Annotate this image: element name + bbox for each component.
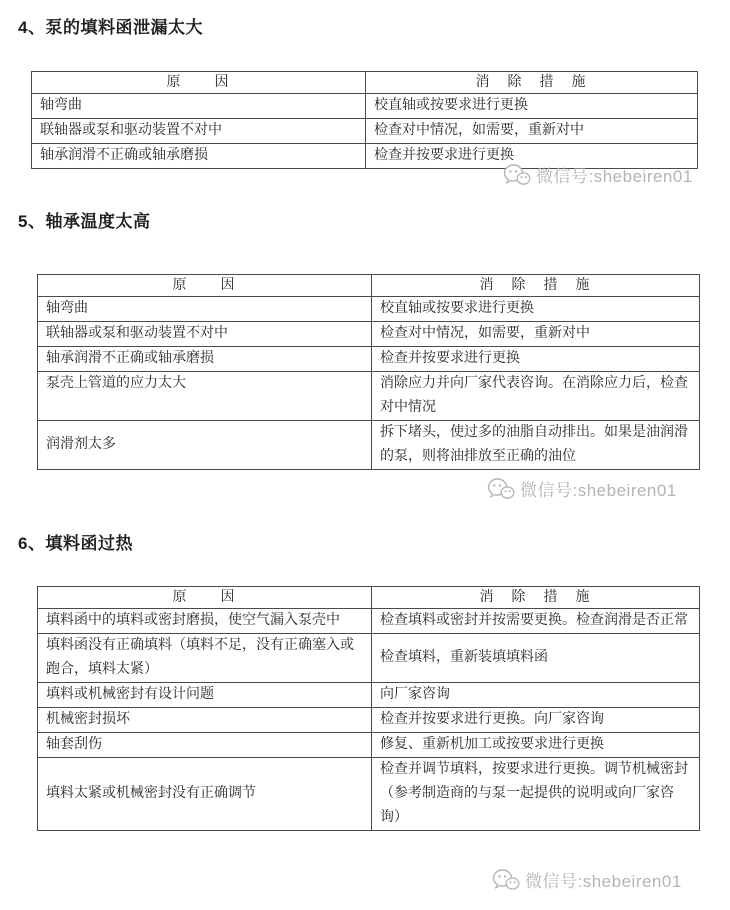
remedy-cell: 消除应力并向厂家代表咨询。在消除应力后，检查对中情况 [372, 372, 700, 421]
remedy-cell: 检查并调节填料，按要求进行更换。调节机械密封（参考制造商的与泵一起提供的说明或向厂家咨询） [372, 758, 700, 831]
cause-cell: 轴套刮伤 [38, 733, 372, 758]
cause-cell: 联轴器或泵和驱动装置不对中 [38, 322, 372, 347]
cause-cell: 填料函中的填料或密封磨损，使空气漏入泵壳中 [38, 609, 372, 634]
wechat-watermark [487, 476, 677, 501]
table-row [38, 634, 700, 683]
header-remedy: 消 除 措 施 [366, 72, 698, 94]
header-cause: 原 因 [32, 72, 366, 94]
remedy-cell: 检查并按要求进行更换 [372, 347, 700, 372]
header-remedy: 消 除 措 施 [372, 587, 700, 609]
fault-table-5 [37, 274, 700, 470]
section-title-5: 5、轴承温度太高 [18, 212, 151, 231]
table-row [38, 758, 700, 831]
watermark-label: 微信号:shebeiren01 [525, 872, 682, 891]
cause-cell: 填料太紧或机械密封没有正确调节 [38, 758, 372, 831]
fault-table-6 [37, 586, 700, 831]
cause-cell: 轴承润滑不正确或轴承磨损 [38, 347, 372, 372]
header-cause: 原 因 [38, 275, 372, 297]
wechat-watermark [492, 867, 682, 892]
table-row [32, 94, 698, 119]
table-row [38, 372, 700, 421]
remedy-cell: 检查对中情况，如需要，重新对中 [372, 322, 700, 347]
table-header-row [32, 72, 698, 94]
table-row [38, 683, 700, 708]
table-row [38, 421, 700, 470]
table-header-row [38, 587, 700, 609]
fault-table-4 [31, 71, 698, 169]
wechat-icon [487, 477, 515, 501]
remedy-cell: 向厂家咨询 [372, 683, 700, 708]
remedy-cell: 检查并按要求进行更换。向厂家咨询 [372, 708, 700, 733]
remedy-cell: 拆下堵头，使过多的油脂自动排出。如果是油润滑的泵，则将油排放至正确的油位 [372, 421, 700, 470]
section-title-6: 6、填料函过热 [18, 534, 133, 553]
watermark-label: 微信号:shebeiren01 [536, 167, 693, 186]
header-cause: 原 因 [38, 587, 372, 609]
cause-cell: 填料或机械密封有设计问题 [38, 683, 372, 708]
table-row [32, 119, 698, 144]
table-row [38, 733, 700, 758]
remedy-cell: 检查填料或密封并按需要更换。检查润滑是否正常 [372, 609, 700, 634]
remedy-cell: 检查填料，重新装填填料函 [372, 634, 700, 683]
remedy-cell: 修复、重新机加工或按要求进行更换 [372, 733, 700, 758]
remedy-cell: 校直轴或按要求进行更换 [366, 94, 698, 119]
cause-cell: 润滑剂太多 [38, 421, 372, 470]
cause-cell: 填料函没有正确填料（填料不足，没有正确塞入或跑合，填料太紧） [38, 634, 372, 683]
cause-cell: 轴弯曲 [32, 94, 366, 119]
header-remedy: 消 除 措 施 [372, 275, 700, 297]
remedy-cell: 校直轴或按要求进行更换 [372, 297, 700, 322]
section-title-4: 4、泵的填料函泄漏太大 [18, 18, 203, 37]
remedy-cell: 检查并按要求进行更换 [366, 144, 698, 169]
table-row [38, 708, 700, 733]
wechat-icon [492, 868, 520, 892]
remedy-cell: 检查对中情况，如需要，重新对中 [366, 119, 698, 144]
cause-cell: 轴承润滑不正确或轴承磨损 [32, 144, 366, 169]
cause-cell: 机械密封损坏 [38, 708, 372, 733]
watermark-label: 微信号:shebeiren01 [520, 481, 677, 500]
table-header-row [38, 275, 700, 297]
table-row [32, 144, 698, 169]
table-row [38, 347, 700, 372]
cause-cell: 泵壳上管道的应力太大 [38, 372, 372, 421]
table-row [38, 322, 700, 347]
cause-cell: 轴弯曲 [38, 297, 372, 322]
table-row [38, 297, 700, 322]
cause-cell: 联轴器或泵和驱动装置不对中 [32, 119, 366, 144]
table-row [38, 609, 700, 634]
